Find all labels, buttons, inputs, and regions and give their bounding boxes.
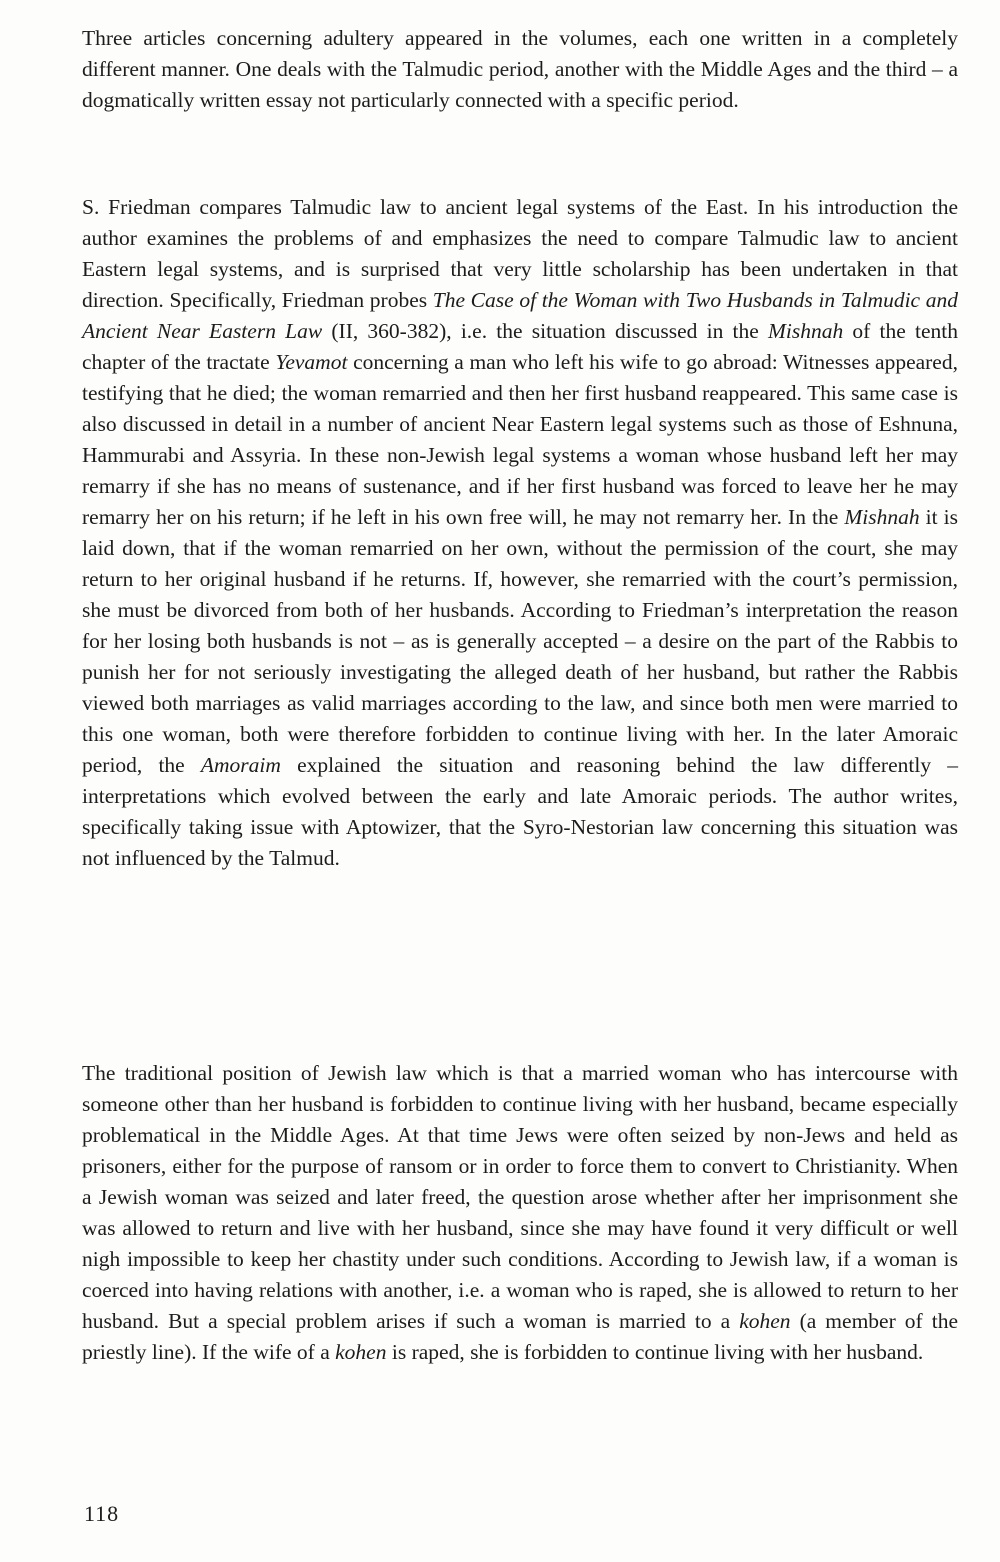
italic-text-run: kohen — [739, 1309, 791, 1333]
italic-text-run: Mishnah — [844, 505, 920, 529]
text-run: S. Friedman compares Talmudic law to ancient legal systems of the East. In his introduction the author examines the problems of and emphasizes the need to compare Talmudic law to ancient Eastern legal systems, and is surprised that very little scholarship has been undertaken in that direction. Specifically, Friedman probes — [82, 195, 958, 312]
text-run: of the tenth chapter of the tractate — [82, 319, 958, 374]
italic-text-run: Yevamot — [275, 350, 348, 374]
text-run: The traditional position of Jewish law which is that a married woman who has intercourse with someone other than her husband is forbidden to continue living with her husband, became especially problematical in the Middle Ages. At that time Jews were often seized by non-Jews and held as prisoners, either for the purpose of ransom or in order to force them to convert to Christianity. When a Jewish woman was seized and later freed, the question arose whether after her imprisonment she was allowed to return and live with her husband, since she may have found it very difficult or well nigh impossible to keep her chastity under such conditions. According to Jewish law, if a woman is coerced into having relations with another, i.e. a woman who is raped, she is allowed to return to her husband. But a special problem arises if such a woman is married to a — [82, 1061, 958, 1333]
text-run: it is laid down, that if the woman remarried on her own, without the permission of the court, she may return to her original husband if he returns. If, however, she remarried with the court’s permission, she must be divorced from both of her husbands. According to Friedman’s interpretation the reason for her losing both husbands is not – as is generally accepted – a desire on the part of the Rabbis to punish her for not seriously investigating the alleged death of her husband, but rather the Rabbis viewed both marriages as valid marriages according to the law, and since both men were married to this one woman, both were therefore forbidden to continue living with her. In the later Amoraic period, the — [82, 505, 958, 777]
text-run: Three articles concerning adultery appeared in the volumes, each one written in a completely different manner. One deals with the Talmudic period, another with the Middle Ages and the third – a dogmatically written essay not particularly connected with a specific period. — [82, 26, 958, 112]
paragraph-middle-ages-position — [82, 1058, 958, 1368]
paragraph-friedman-talmudic-law — [82, 192, 958, 874]
text-run: explained the situation and reasoning behind the law differently – interpretations which evolved between the early and late Amoraic periods. The author writes, specifically taking issue with Aptowizer, that the Syro-Nestorian law concerning this situation was not influenced by the Talmud. — [82, 753, 958, 870]
italic-text-run: Mishnah — [767, 319, 844, 343]
italic-text-run: The Case of the Woman with Two Husbands in Talmudic and Ancient Near Eastern Law — [82, 288, 958, 343]
text-run: (a member of the priestly line). If the wife of a — [82, 1309, 958, 1364]
text-run: concerning a man who left his wife to go abroad: Witnesses appeared, testifying that he died; the woman remarried and then her first husband reappeared. This same case is also discussed in detail in a number of ancient Near Eastern legal systems such as those of Eshnuna, Hammurabi and Assyria. In these non-Jewish legal systems a woman whose husband left her may remarry if she has no means of sustenance, and if her first husband was forced to leave her he may remarry her on his return; if he left in his own free will, he may not remarry her. In the — [82, 350, 958, 529]
text-run: (II, 360-382), i.e. the situation discussed in the — [322, 319, 768, 343]
page-number: 118 — [84, 1501, 120, 1526]
paragraph-adultery-articles — [82, 23, 958, 116]
italic-text-run: kohen — [335, 1340, 387, 1364]
italic-text-run: Amoraim — [200, 753, 281, 777]
text-run: is raped, she is forbidden to continue living with her husband. — [386, 1340, 924, 1364]
